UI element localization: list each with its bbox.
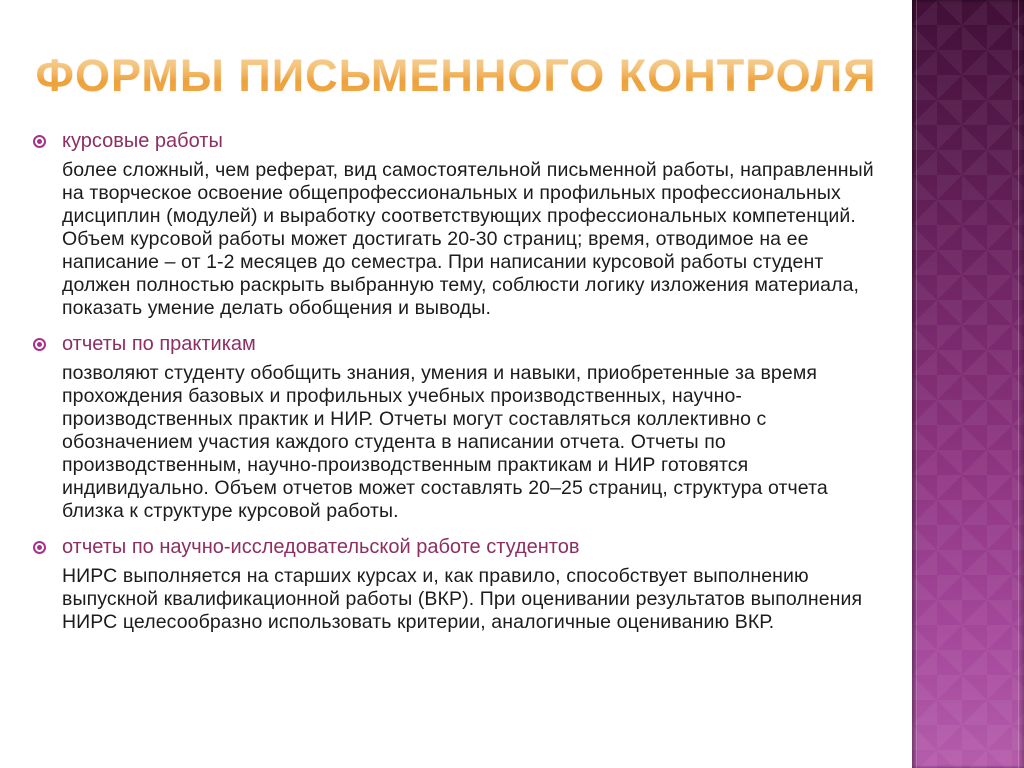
list-item (33, 536, 888, 634)
section-body: более сложный, чем реферат, вид самостоятельной письменной работы, направленный на творческое освоение общепрофессиональных и профильных профессиональных дисциплин (модулей) и выработку соответствующих профессиональных компетенций. Объем курсовой работы может достигать 20-30 страниц; время, отводимое на ее написание – от 1-2 месяцев до семестра. При написании курсовой работы студент должен полностью раскрыть выбранную тему, соблюсти логику изложения материала, показать умение делать обобщения и выводы. (62, 159, 874, 319)
section-header: отчеты по практикам (62, 333, 256, 355)
section-header-row (33, 536, 888, 559)
fisheye-bullet-icon (33, 338, 46, 351)
sidebar-decoration (912, 0, 1024, 768)
section-header: курсовые работы (62, 130, 223, 152)
section-header-row (33, 130, 888, 153)
slide-title: ФОРМЫ ПИСЬМЕННОГО КОНТРОЛЯ (10, 50, 902, 102)
section-body: позволяют студенту обобщить знания, умения и навыки, приобретенные за время прохождения базовых и профильных учебных производственных, научно-производственных практик и НИР. Отчеты могут составляться коллективно с обозначением участия каждого студента в написании отчета. Отчеты по производственным, научно-производственным практикам и НИР готовятся индивидуально. Объем отчетов может составлять 20–25 страниц, структура отчета близка к структуре курсовой работы. (62, 362, 828, 522)
sidebar-highlight-line-right (1018, 0, 1019, 768)
list-item (33, 130, 888, 320)
bullet-list (33, 130, 888, 634)
section-header: отчеты по научно-исследовательской работе студентов (62, 536, 580, 558)
fisheye-bullet-icon (33, 541, 46, 554)
sidebar-highlight-line-left (916, 0, 917, 768)
section-body: НИРС выполняется на старших курсах и, как правило, способствует выполнению выпускной квалификационной работы (ВКР). При оценивании результатов выполнения НИРС целесообразно использовать критерии, аналогичные оцениванию ВКР. (62, 565, 863, 633)
list-item (33, 333, 888, 523)
fisheye-bullet-icon (33, 135, 46, 148)
section-header-row (33, 333, 888, 356)
